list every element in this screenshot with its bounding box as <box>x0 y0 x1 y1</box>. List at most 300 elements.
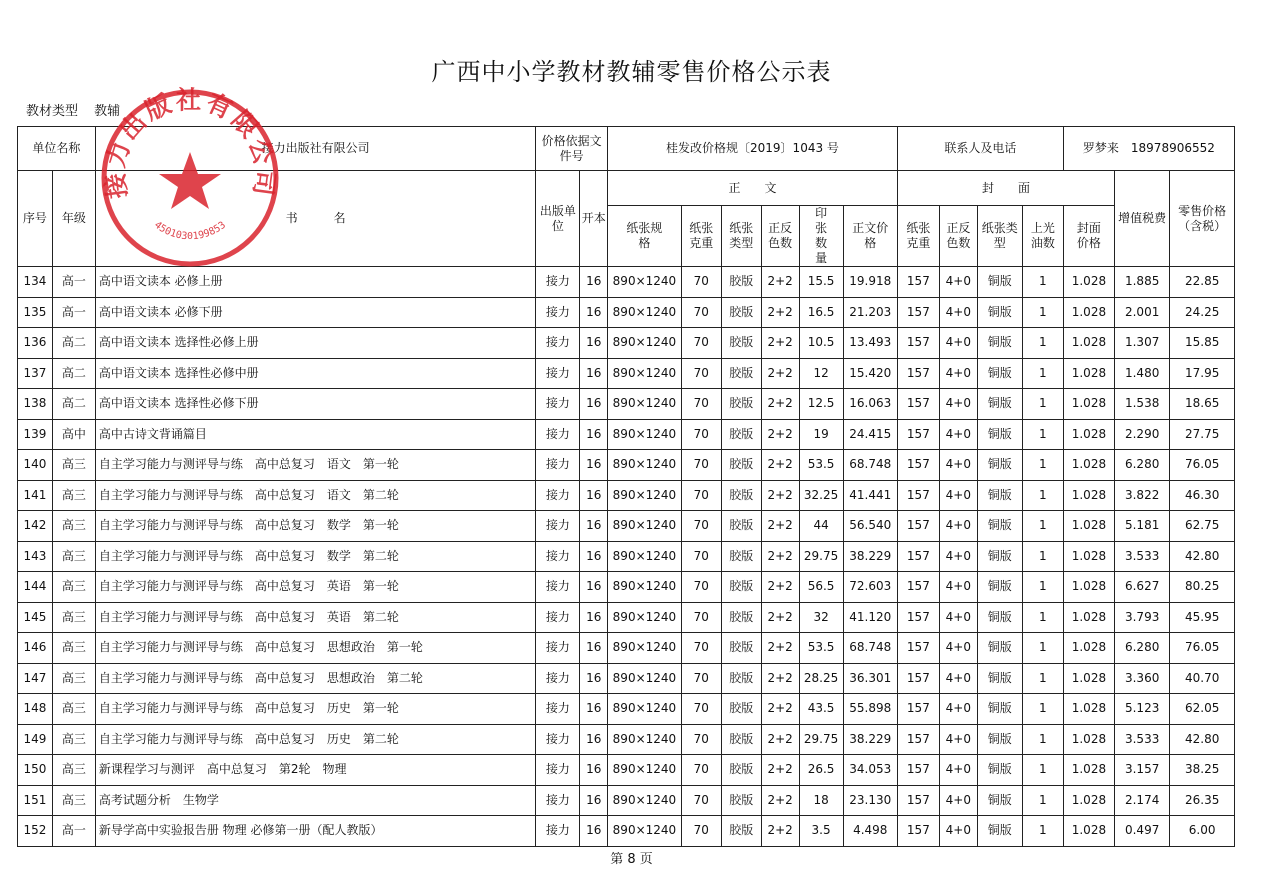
cell-colors: 2+2 <box>761 602 799 633</box>
cell-bprice: 13.493 <box>843 328 897 359</box>
cell-bprice: 23.130 <box>843 785 897 816</box>
col-cover-group: 封 面 <box>897 171 1114 206</box>
cell-grade: 高二 <box>52 358 95 389</box>
cell-ptype: 胶版 <box>721 572 761 603</box>
cell-colors: 2+2 <box>761 633 799 664</box>
cell-bprice: 24.415 <box>843 419 897 450</box>
cell-pub: 接力 <box>536 633 580 664</box>
cell-bprice: 68.748 <box>843 633 897 664</box>
cell-size: 890×1240 <box>608 602 682 633</box>
cell-fmt: 16 <box>580 480 608 511</box>
cell-ctype: 铜版 <box>977 297 1022 328</box>
cell-colors: 2+2 <box>761 358 799 389</box>
cell-colors: 2+2 <box>761 755 799 786</box>
cell-colors: 2+2 <box>761 297 799 328</box>
cell-name: 自主学习能力与测评导与练 高中总复习 历史 第一轮 <box>95 694 535 725</box>
cell-pub: 接力 <box>536 541 580 572</box>
cell-size: 890×1240 <box>608 358 682 389</box>
cell-pub: 接力 <box>536 419 580 450</box>
col-gloss: 上光油数 <box>1022 206 1063 267</box>
cell-fmt: 16 <box>580 602 608 633</box>
cell-weight: 70 <box>681 694 721 725</box>
cell-ccolors: 4+0 <box>939 267 977 298</box>
cell-grade: 高二 <box>52 328 95 359</box>
cell-fmt: 16 <box>580 816 608 847</box>
table-row <box>18 633 1235 664</box>
cell-size: 890×1240 <box>608 480 682 511</box>
cell-ptype: 胶版 <box>721 419 761 450</box>
col-grade: 年级 <box>52 171 95 267</box>
cell-bprice: 68.748 <box>843 450 897 481</box>
cell-seq: 150 <box>18 755 53 786</box>
cell-fmt: 16 <box>580 572 608 603</box>
cell-fmt: 16 <box>580 267 608 298</box>
cell-gloss: 1 <box>1022 816 1063 847</box>
table-row <box>18 480 1235 511</box>
cell-weight: 70 <box>681 389 721 420</box>
col-paper-type: 纸张类型 <box>721 206 761 267</box>
price-basis-label: 价格依据文件号 <box>536 127 608 171</box>
cell-name: 高中语文读本 必修下册 <box>95 297 535 328</box>
cell-gloss: 1 <box>1022 633 1063 664</box>
col-cover-type: 纸张类型 <box>977 206 1022 267</box>
cell-cweight: 157 <box>897 511 939 542</box>
cell-colors: 2+2 <box>761 663 799 694</box>
cell-cweight: 157 <box>897 358 939 389</box>
cell-vat: 2.290 <box>1115 419 1170 450</box>
cell-ptype: 胶版 <box>721 541 761 572</box>
cell-size: 890×1240 <box>608 450 682 481</box>
cell-sheets: 32.25 <box>799 480 843 511</box>
table-header-row-1 <box>18 171 1235 206</box>
cell-cweight: 157 <box>897 328 939 359</box>
cell-cprice: 1.028 <box>1063 389 1114 420</box>
cell-name: 自主学习能力与测评导与练 高中总复习 思想政治 第二轮 <box>95 663 535 694</box>
cell-grade: 高三 <box>52 602 95 633</box>
cell-cprice: 1.028 <box>1063 358 1114 389</box>
cell-retail: 62.75 <box>1170 511 1235 542</box>
cell-size: 890×1240 <box>608 419 682 450</box>
cell-ctype: 铜版 <box>977 389 1022 420</box>
cell-gloss: 1 <box>1022 358 1063 389</box>
cell-sheets: 53.5 <box>799 633 843 664</box>
cell-retail: 76.05 <box>1170 633 1235 664</box>
cell-colors: 2+2 <box>761 267 799 298</box>
col-retail: 零售价格（含税） <box>1170 171 1235 267</box>
col-format: 开本 <box>580 171 608 267</box>
cell-gloss: 1 <box>1022 297 1063 328</box>
cell-gloss: 1 <box>1022 419 1063 450</box>
cell-ctype: 铜版 <box>977 541 1022 572</box>
col-publisher: 出版单位 <box>536 171 580 267</box>
cell-fmt: 16 <box>580 755 608 786</box>
table-row <box>18 389 1235 420</box>
cell-seq: 143 <box>18 541 53 572</box>
cell-ccolors: 4+0 <box>939 663 977 694</box>
cell-ccolors: 4+0 <box>939 724 977 755</box>
cell-sheets: 29.75 <box>799 724 843 755</box>
cell-grade: 高三 <box>52 480 95 511</box>
cell-sheets: 43.5 <box>799 694 843 725</box>
col-body-group: 正 文 <box>608 171 898 206</box>
cell-ptype: 胶版 <box>721 785 761 816</box>
cell-fmt: 16 <box>580 450 608 481</box>
cell-retail: 26.35 <box>1170 785 1235 816</box>
cell-name: 自主学习能力与测评导与练 高中总复习 数学 第二轮 <box>95 541 535 572</box>
cell-cweight: 157 <box>897 602 939 633</box>
cell-gloss: 1 <box>1022 572 1063 603</box>
cell-weight: 70 <box>681 602 721 633</box>
cell-cweight: 157 <box>897 480 939 511</box>
cell-sheets: 10.5 <box>799 328 843 359</box>
cell-weight: 70 <box>681 572 721 603</box>
cell-retail: 45.95 <box>1170 602 1235 633</box>
cell-weight: 70 <box>681 816 721 847</box>
cell-ptype: 胶版 <box>721 358 761 389</box>
cell-seq: 144 <box>18 572 53 603</box>
cell-name: 高中语文读本 必修上册 <box>95 267 535 298</box>
cell-name: 自主学习能力与测评导与练 高中总复习 英语 第二轮 <box>95 602 535 633</box>
cell-cweight: 157 <box>897 267 939 298</box>
cell-weight: 70 <box>681 511 721 542</box>
cell-cweight: 157 <box>897 785 939 816</box>
cell-vat: 1.885 <box>1115 267 1170 298</box>
cell-retail: 22.85 <box>1170 267 1235 298</box>
cell-colors: 2+2 <box>761 785 799 816</box>
cell-cprice: 1.028 <box>1063 602 1114 633</box>
cell-ptype: 胶版 <box>721 663 761 694</box>
cell-colors: 2+2 <box>761 419 799 450</box>
cell-pub: 接力 <box>536 328 580 359</box>
cell-seq: 145 <box>18 602 53 633</box>
cell-bprice: 38.229 <box>843 724 897 755</box>
cell-size: 890×1240 <box>608 572 682 603</box>
cell-colors: 2+2 <box>761 511 799 542</box>
cell-cprice: 1.028 <box>1063 633 1114 664</box>
cell-pub: 接力 <box>536 389 580 420</box>
cell-retail: 42.80 <box>1170 541 1235 572</box>
col-cover-weight: 纸张克重 <box>897 206 939 267</box>
cell-pub: 接力 <box>536 694 580 725</box>
cell-cprice: 1.028 <box>1063 724 1114 755</box>
table-row <box>18 724 1235 755</box>
cell-fmt: 16 <box>580 633 608 664</box>
table-row <box>18 755 1235 786</box>
cell-size: 890×1240 <box>608 663 682 694</box>
cell-fmt: 16 <box>580 419 608 450</box>
cell-size: 890×1240 <box>608 297 682 328</box>
cell-fmt: 16 <box>580 785 608 816</box>
cell-ccolors: 4+0 <box>939 297 977 328</box>
col-body-colors: 正反色数 <box>761 206 799 267</box>
cell-ctype: 铜版 <box>977 450 1022 481</box>
cell-pub: 接力 <box>536 755 580 786</box>
cell-fmt: 16 <box>580 358 608 389</box>
cell-ptype: 胶版 <box>721 694 761 725</box>
price-basis-value: 桂发改价格规〔2019〕1043 号 <box>608 127 898 171</box>
col-cover-price: 封面价格 <box>1063 206 1114 267</box>
cell-vat: 5.181 <box>1115 511 1170 542</box>
cell-colors: 2+2 <box>761 480 799 511</box>
cell-vat: 1.307 <box>1115 328 1170 359</box>
unit-name-label: 单位名称 <box>18 127 96 171</box>
cell-name: 自主学习能力与测评导与练 高中总复习 思想政治 第一轮 <box>95 633 535 664</box>
cell-ptype: 胶版 <box>721 724 761 755</box>
cell-retail: 62.05 <box>1170 694 1235 725</box>
cell-ptype: 胶版 <box>721 755 761 786</box>
cell-size: 890×1240 <box>608 328 682 359</box>
cell-seq: 138 <box>18 389 53 420</box>
contact-value: 罗梦来 18978906552 <box>1063 127 1234 171</box>
cell-retail: 15.85 <box>1170 328 1235 359</box>
cell-ptype: 胶版 <box>721 816 761 847</box>
cell-seq: 151 <box>18 785 53 816</box>
cell-ccolors: 4+0 <box>939 450 977 481</box>
cell-ccolors: 4+0 <box>939 358 977 389</box>
cell-name: 自主学习能力与测评导与练 高中总复习 数学 第一轮 <box>95 511 535 542</box>
cell-gloss: 1 <box>1022 389 1063 420</box>
cell-sheets: 15.5 <box>799 267 843 298</box>
cell-sheets: 56.5 <box>799 572 843 603</box>
cell-retail: 40.70 <box>1170 663 1235 694</box>
cell-name: 高考试题分析 生物学 <box>95 785 535 816</box>
cell-cprice: 1.028 <box>1063 755 1114 786</box>
cell-ccolors: 4+0 <box>939 694 977 725</box>
cell-bprice: 41.120 <box>843 602 897 633</box>
cell-ccolors: 4+0 <box>939 541 977 572</box>
cell-grade: 高三 <box>52 663 95 694</box>
cell-size: 890×1240 <box>608 267 682 298</box>
cell-bprice: 4.498 <box>843 816 897 847</box>
cell-grade: 高三 <box>52 755 95 786</box>
cell-bprice: 56.540 <box>843 511 897 542</box>
cell-cweight: 157 <box>897 297 939 328</box>
cell-fmt: 16 <box>580 541 608 572</box>
cell-gloss: 1 <box>1022 602 1063 633</box>
cell-retail: 38.25 <box>1170 755 1235 786</box>
cell-sheets: 44 <box>799 511 843 542</box>
cell-name: 自主学习能力与测评导与练 高中总复习 英语 第一轮 <box>95 572 535 603</box>
cell-gloss: 1 <box>1022 511 1063 542</box>
cell-ptype: 胶版 <box>721 267 761 298</box>
cell-cprice: 1.028 <box>1063 572 1114 603</box>
cell-sheets: 29.75 <box>799 541 843 572</box>
cell-bprice: 55.898 <box>843 694 897 725</box>
cell-pub: 接力 <box>536 267 580 298</box>
cell-gloss: 1 <box>1022 694 1063 725</box>
material-type <box>26 100 132 119</box>
cell-sheets: 12 <box>799 358 843 389</box>
cell-ccolors: 4+0 <box>939 511 977 542</box>
cell-cweight: 157 <box>897 694 939 725</box>
cell-seq: 140 <box>18 450 53 481</box>
cell-size: 890×1240 <box>608 694 682 725</box>
cell-vat: 1.538 <box>1115 389 1170 420</box>
cell-name: 新课程学习与测评 高中总复习 第2轮 物理 <box>95 755 535 786</box>
cell-size: 890×1240 <box>608 389 682 420</box>
page-title: 广西中小学教材教辅零售价格公示表 <box>431 58 832 86</box>
cell-gloss: 1 <box>1022 480 1063 511</box>
cell-ptype: 胶版 <box>721 511 761 542</box>
cell-bprice: 38.229 <box>843 541 897 572</box>
cell-sheets: 53.5 <box>799 450 843 481</box>
cell-ctype: 铜版 <box>977 785 1022 816</box>
cell-name: 自主学习能力与测评导与练 高中总复习 语文 第一轮 <box>95 450 535 481</box>
cell-weight: 70 <box>681 633 721 664</box>
cell-weight: 70 <box>681 450 721 481</box>
material-type-label: 教材类型 <box>26 104 79 119</box>
cell-cprice: 1.028 <box>1063 480 1114 511</box>
table-row <box>18 450 1235 481</box>
cell-bprice: 41.441 <box>843 480 897 511</box>
cell-cweight: 157 <box>897 755 939 786</box>
cell-ptype: 胶版 <box>721 297 761 328</box>
cell-cprice: 1.028 <box>1063 419 1114 450</box>
cell-cprice: 1.028 <box>1063 297 1114 328</box>
cell-ccolors: 4+0 <box>939 785 977 816</box>
cell-ptype: 胶版 <box>721 602 761 633</box>
cell-fmt: 16 <box>580 297 608 328</box>
cell-weight: 70 <box>681 541 721 572</box>
cell-cweight: 157 <box>897 572 939 603</box>
cell-ctype: 铜版 <box>977 572 1022 603</box>
cell-sheets: 16.5 <box>799 297 843 328</box>
cell-cweight: 157 <box>897 663 939 694</box>
table-row <box>18 328 1235 359</box>
cell-ccolors: 4+0 <box>939 755 977 786</box>
cell-weight: 70 <box>681 480 721 511</box>
cell-fmt: 16 <box>580 663 608 694</box>
cell-vat: 6.627 <box>1115 572 1170 603</box>
cell-vat: 6.280 <box>1115 633 1170 664</box>
cell-seq: 142 <box>18 511 53 542</box>
cell-gloss: 1 <box>1022 328 1063 359</box>
cell-sheets: 18 <box>799 785 843 816</box>
cell-seq: 149 <box>18 724 53 755</box>
cell-seq: 148 <box>18 694 53 725</box>
cell-seq: 137 <box>18 358 53 389</box>
cell-colors: 2+2 <box>761 694 799 725</box>
cell-vat: 0.497 <box>1115 816 1170 847</box>
cell-ctype: 铜版 <box>977 663 1022 694</box>
cell-cweight: 157 <box>897 419 939 450</box>
cell-seq: 139 <box>18 419 53 450</box>
col-paper-size: 纸张规格 <box>608 206 682 267</box>
cell-pub: 接力 <box>536 785 580 816</box>
cell-retail: 76.05 <box>1170 450 1235 481</box>
cell-gloss: 1 <box>1022 267 1063 298</box>
cell-grade: 高中 <box>52 419 95 450</box>
cell-vat: 2.001 <box>1115 297 1170 328</box>
cell-bprice: 19.918 <box>843 267 897 298</box>
cell-colors: 2+2 <box>761 816 799 847</box>
cell-ctype: 铜版 <box>977 724 1022 755</box>
table-row <box>18 297 1235 328</box>
cell-grade: 高三 <box>52 450 95 481</box>
cell-sheets: 28.25 <box>799 663 843 694</box>
cell-cweight: 157 <box>897 389 939 420</box>
table-row <box>18 785 1235 816</box>
cell-retail: 24.25 <box>1170 297 1235 328</box>
cell-weight: 70 <box>681 785 721 816</box>
cell-weight: 70 <box>681 755 721 786</box>
table-header-info <box>18 127 1235 171</box>
cell-vat: 3.533 <box>1115 724 1170 755</box>
cell-cprice: 1.028 <box>1063 816 1114 847</box>
cell-fmt: 16 <box>580 328 608 359</box>
cell-colors: 2+2 <box>761 724 799 755</box>
cell-seq: 147 <box>18 663 53 694</box>
cell-size: 890×1240 <box>608 511 682 542</box>
col-body-price: 正文价格 <box>843 206 897 267</box>
cell-retail: 18.65 <box>1170 389 1235 420</box>
cell-vat: 1.480 <box>1115 358 1170 389</box>
contact-label: 联系人及电话 <box>897 127 1063 171</box>
svg-text:接力出版社有限公司: 接力出版社有限公司 <box>99 86 281 201</box>
cell-bprice: 15.420 <box>843 358 897 389</box>
cell-size: 890×1240 <box>608 633 682 664</box>
cell-grade: 高一 <box>52 297 95 328</box>
cell-bprice: 21.203 <box>843 297 897 328</box>
table-row <box>18 419 1235 450</box>
col-seq: 序号 <box>18 171 53 267</box>
cell-vat: 2.174 <box>1115 785 1170 816</box>
cell-ctype: 铜版 <box>977 511 1022 542</box>
cell-ccolors: 4+0 <box>939 572 977 603</box>
cell-seq: 134 <box>18 267 53 298</box>
cell-vat: 3.822 <box>1115 480 1170 511</box>
cell-gloss: 1 <box>1022 541 1063 572</box>
cell-weight: 70 <box>681 419 721 450</box>
cell-size: 890×1240 <box>608 816 682 847</box>
cell-weight: 70 <box>681 297 721 328</box>
unit-name-value: 接力出版社有限公司 <box>95 127 535 171</box>
cell-fmt: 16 <box>580 389 608 420</box>
col-paper-weight: 纸张克重 <box>681 206 721 267</box>
table-row <box>18 663 1235 694</box>
cell-colors: 2+2 <box>761 328 799 359</box>
cell-weight: 70 <box>681 663 721 694</box>
cell-seq: 141 <box>18 480 53 511</box>
cell-grade: 高三 <box>52 511 95 542</box>
cell-bprice: 16.063 <box>843 389 897 420</box>
cell-ctype: 铜版 <box>977 816 1022 847</box>
cell-grade: 高一 <box>52 267 95 298</box>
cell-vat: 3.533 <box>1115 541 1170 572</box>
cell-colors: 2+2 <box>761 450 799 481</box>
cell-vat: 6.280 <box>1115 450 1170 481</box>
cell-pub: 接力 <box>536 297 580 328</box>
cell-bprice: 34.053 <box>843 755 897 786</box>
cell-name: 高中语文读本 选择性必修中册 <box>95 358 535 389</box>
cell-ccolors: 4+0 <box>939 602 977 633</box>
cell-bprice: 36.301 <box>843 663 897 694</box>
cell-grade: 高三 <box>52 541 95 572</box>
cell-sheets: 19 <box>799 419 843 450</box>
table-row <box>18 511 1235 542</box>
cell-size: 890×1240 <box>608 755 682 786</box>
cell-colors: 2+2 <box>761 389 799 420</box>
cell-weight: 70 <box>681 328 721 359</box>
cell-sheets: 3.5 <box>799 816 843 847</box>
cell-ptype: 胶版 <box>721 328 761 359</box>
cell-ccolors: 4+0 <box>939 328 977 359</box>
cell-name: 高中语文读本 选择性必修下册 <box>95 389 535 420</box>
cell-grade: 高三 <box>52 633 95 664</box>
col-cover-colors: 正反色数 <box>939 206 977 267</box>
cell-seq: 135 <box>18 297 53 328</box>
cell-grade: 高三 <box>52 724 95 755</box>
